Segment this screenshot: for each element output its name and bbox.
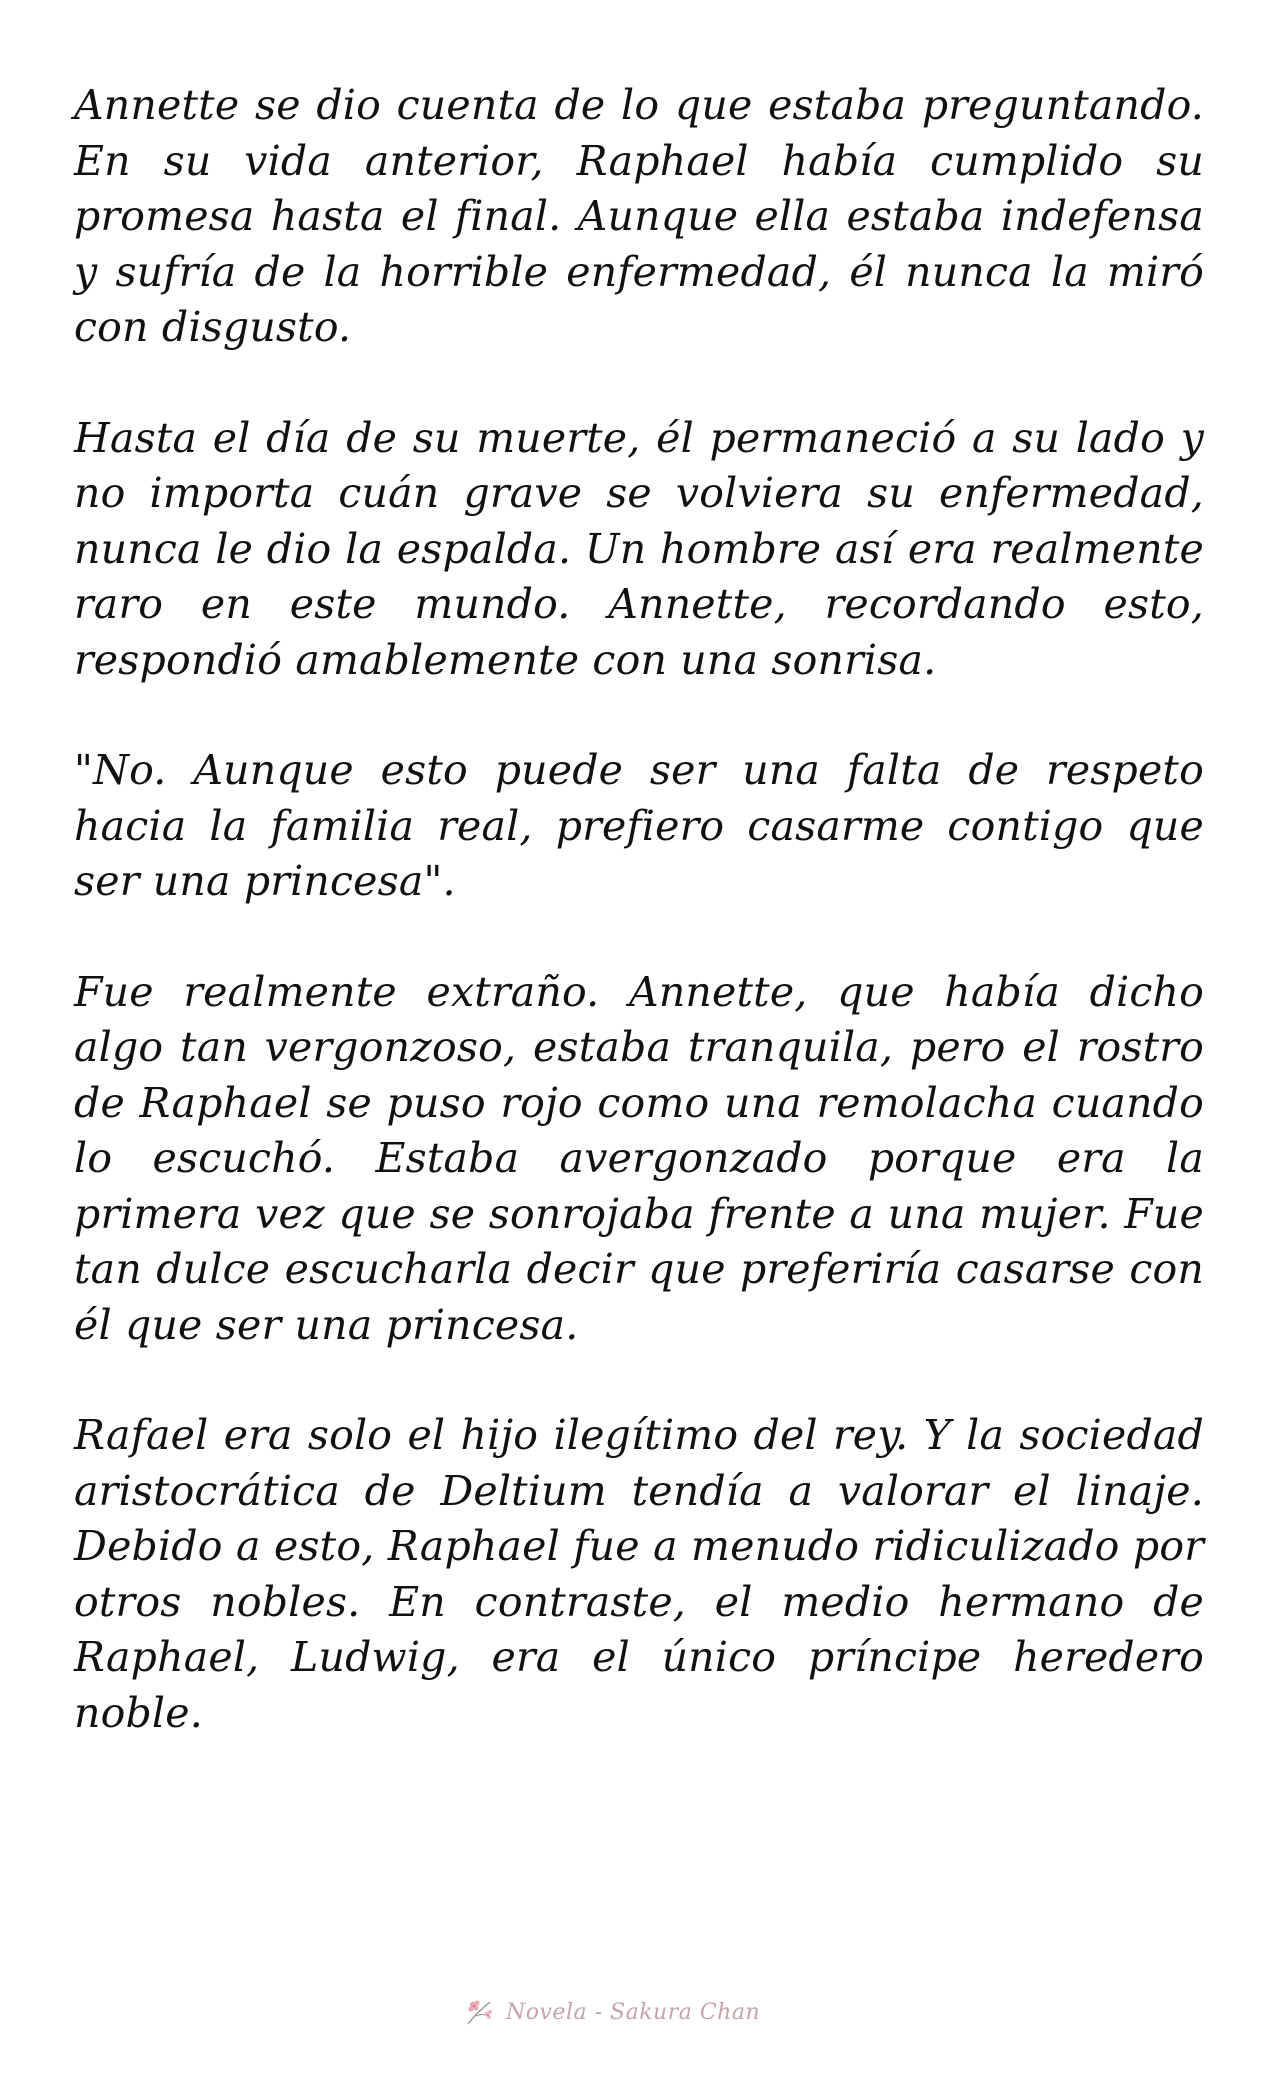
text-body [74, 78, 1204, 1796]
watermark-text: Novela - Sakura Chan [506, 1999, 761, 2025]
sakura-blossom-icon [462, 1994, 498, 2030]
paragraph-3: "No. Aunque esto puede ser una falta de respeto hacia la familia real, prefiero casarme contigo que ser una princesa". [74, 746, 1204, 905]
paragraph-1: Annette se dio cuenta de lo que estaba preguntando. En su vida anterior, Raphael había cumplido su promesa hasta el final. Aunque ella estaba indefensa y sufría de la horrible enfermedad, él nunca la miró con disgusto. [74, 81, 1204, 351]
paragraph-2: Hasta el día de su muerte, él permaneció a su lado y no importa cuán grave se volviera su enfermedad, nunca le dio la espalda. Un hombre así era realmente raro en este mundo. Annette, recordando esto, respondió amablemente con una sonrisa. [74, 413, 1204, 684]
paragraph-5: Rafael era solo el hijo ilegítimo del rey. Y la sociedad aristocrática de Deltium tendía a valorar el linaje. Debido a esto, Raphael fue a menudo ridiculizado por otros nobles. En contraste, el medio hermano de Raphael, Ludwig, era el único príncipe heredero noble. [74, 1411, 1204, 1737]
watermark [462, 1992, 760, 2032]
paragraph-4: Fue realmente extraño. Annette, que había dicho algo tan vergonzoso, estaba tranquila, pero el rostro de Raphael se puso rojo como una remolacha cuando lo escuchó. Estaba avergonzado porque era la primera vez que se sonrojaba frente a una mujer. Fue tan dulce escucharla decir que preferiría casarse con él que ser una princesa. [74, 967, 1204, 1349]
